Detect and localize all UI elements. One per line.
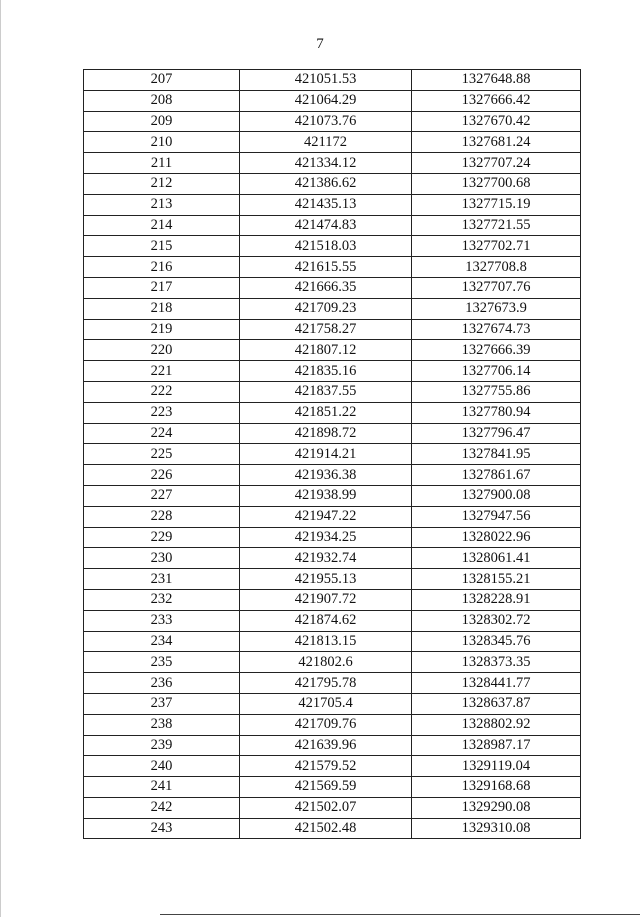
point-number-cell: 235 xyxy=(84,652,240,673)
point-number-cell: 210 xyxy=(84,132,240,153)
x-coordinate-cell: 421795.78 xyxy=(240,673,412,694)
point-number-cell: 227 xyxy=(84,485,240,506)
point-number-cell: 223 xyxy=(84,402,240,423)
table-row xyxy=(84,652,581,673)
table-row xyxy=(84,693,581,714)
table-row xyxy=(84,548,581,569)
point-number-cell: 224 xyxy=(84,423,240,444)
table-row xyxy=(84,797,581,818)
y-coordinate-cell: 1328022.96 xyxy=(412,527,581,548)
point-number-cell: 233 xyxy=(84,610,240,631)
bottom-rule xyxy=(160,914,640,915)
point-number-cell: 214 xyxy=(84,215,240,236)
y-coordinate-cell: 1327796.47 xyxy=(412,423,581,444)
table-row xyxy=(84,610,581,631)
x-coordinate-cell: 421936.38 xyxy=(240,465,412,486)
y-coordinate-cell: 1329310.08 xyxy=(412,818,581,839)
coordinates-table xyxy=(83,69,581,839)
x-coordinate-cell: 421709.23 xyxy=(240,298,412,319)
y-coordinate-cell: 1327861.67 xyxy=(412,465,581,486)
point-number-cell: 215 xyxy=(84,236,240,257)
table-row xyxy=(84,361,581,382)
table-row xyxy=(84,132,581,153)
y-coordinate-cell: 1328373.35 xyxy=(412,652,581,673)
point-number-cell: 220 xyxy=(84,340,240,361)
table-row xyxy=(84,465,581,486)
x-coordinate-cell: 421898.72 xyxy=(240,423,412,444)
x-coordinate-cell: 421934.25 xyxy=(240,527,412,548)
table-row xyxy=(84,153,581,174)
x-coordinate-cell: 421955.13 xyxy=(240,569,412,590)
y-coordinate-cell: 1327721.55 xyxy=(412,215,581,236)
x-coordinate-cell: 421758.27 xyxy=(240,319,412,340)
y-coordinate-cell: 1328345.76 xyxy=(412,631,581,652)
y-coordinate-cell: 1329119.04 xyxy=(412,756,581,777)
table-row xyxy=(84,277,581,298)
point-number-cell: 216 xyxy=(84,257,240,278)
point-number-cell: 207 xyxy=(84,70,240,91)
point-number-cell: 239 xyxy=(84,735,240,756)
x-coordinate-cell: 421064.29 xyxy=(240,90,412,111)
y-coordinate-cell: 1328155.21 xyxy=(412,569,581,590)
x-coordinate-cell: 421639.96 xyxy=(240,735,412,756)
x-coordinate-cell: 421835.16 xyxy=(240,361,412,382)
x-coordinate-cell: 421518.03 xyxy=(240,236,412,257)
y-coordinate-cell: 1327707.24 xyxy=(412,153,581,174)
y-coordinate-cell: 1327706.14 xyxy=(412,361,581,382)
table-row xyxy=(84,527,581,548)
y-coordinate-cell: 1327648.88 xyxy=(412,70,581,91)
x-coordinate-cell: 421051.53 xyxy=(240,70,412,91)
y-coordinate-cell: 1327780.94 xyxy=(412,402,581,423)
x-coordinate-cell: 421705.4 xyxy=(240,693,412,714)
table-row xyxy=(84,70,581,91)
x-coordinate-cell: 421502.07 xyxy=(240,797,412,818)
point-number-cell: 231 xyxy=(84,569,240,590)
y-coordinate-cell: 1328441.77 xyxy=(412,673,581,694)
table-row xyxy=(84,714,581,735)
table-row xyxy=(84,257,581,278)
y-coordinate-cell: 1328987.17 xyxy=(412,735,581,756)
y-coordinate-cell: 1329168.68 xyxy=(412,777,581,798)
x-coordinate-cell: 421666.35 xyxy=(240,277,412,298)
x-coordinate-cell: 421874.62 xyxy=(240,610,412,631)
x-coordinate-cell: 421435.13 xyxy=(240,194,412,215)
table-row xyxy=(84,423,581,444)
point-number-cell: 240 xyxy=(84,756,240,777)
point-number-cell: 229 xyxy=(84,527,240,548)
point-number-cell: 241 xyxy=(84,777,240,798)
x-coordinate-cell: 421569.59 xyxy=(240,777,412,798)
x-coordinate-cell: 421837.55 xyxy=(240,381,412,402)
y-coordinate-cell: 1327666.42 xyxy=(412,90,581,111)
table-row xyxy=(84,777,581,798)
point-number-cell: 228 xyxy=(84,506,240,527)
x-coordinate-cell: 421073.76 xyxy=(240,111,412,132)
x-coordinate-cell: 421907.72 xyxy=(240,589,412,610)
point-number-cell: 221 xyxy=(84,361,240,382)
point-number-cell: 237 xyxy=(84,693,240,714)
point-number-cell: 236 xyxy=(84,673,240,694)
table-row xyxy=(84,111,581,132)
x-coordinate-cell: 421334.12 xyxy=(240,153,412,174)
table-row xyxy=(84,340,581,361)
table-row xyxy=(84,485,581,506)
y-coordinate-cell: 1327947.56 xyxy=(412,506,581,527)
x-coordinate-cell: 421386.62 xyxy=(240,173,412,194)
y-coordinate-cell: 1328302.72 xyxy=(412,610,581,631)
table-row xyxy=(84,631,581,652)
y-coordinate-cell: 1327841.95 xyxy=(412,444,581,465)
point-number-cell: 243 xyxy=(84,818,240,839)
x-coordinate-cell: 421172 xyxy=(240,132,412,153)
y-coordinate-cell: 1327674.73 xyxy=(412,319,581,340)
x-coordinate-cell: 421474.83 xyxy=(240,215,412,236)
table-row xyxy=(84,818,581,839)
y-coordinate-cell: 1327670.42 xyxy=(412,111,581,132)
table-row xyxy=(84,173,581,194)
table-row xyxy=(84,673,581,694)
point-number-cell: 209 xyxy=(84,111,240,132)
point-number-cell: 234 xyxy=(84,631,240,652)
y-coordinate-cell: 1327681.24 xyxy=(412,132,581,153)
page-number: 7 xyxy=(316,36,324,52)
x-coordinate-cell: 421932.74 xyxy=(240,548,412,569)
y-coordinate-cell: 1327700.68 xyxy=(412,173,581,194)
table-row xyxy=(84,444,581,465)
x-coordinate-cell: 421502.48 xyxy=(240,818,412,839)
point-number-cell: 211 xyxy=(84,153,240,174)
table-row xyxy=(84,319,581,340)
table-row xyxy=(84,298,581,319)
table-row xyxy=(84,569,581,590)
x-coordinate-cell: 421947.22 xyxy=(240,506,412,527)
point-number-cell: 218 xyxy=(84,298,240,319)
x-coordinate-cell: 421813.15 xyxy=(240,631,412,652)
table-row xyxy=(84,735,581,756)
x-coordinate-cell: 421807.12 xyxy=(240,340,412,361)
table-row xyxy=(84,381,581,402)
y-coordinate-cell: 1328802.92 xyxy=(412,714,581,735)
y-coordinate-cell: 1327900.08 xyxy=(412,485,581,506)
table-row xyxy=(84,402,581,423)
table-row xyxy=(84,236,581,257)
table-row xyxy=(84,90,581,111)
y-coordinate-cell: 1327715.19 xyxy=(412,194,581,215)
table-row xyxy=(84,215,581,236)
y-coordinate-cell: 1327666.39 xyxy=(412,340,581,361)
x-coordinate-cell: 421851.22 xyxy=(240,402,412,423)
table-row xyxy=(84,194,581,215)
coordinates-table-body xyxy=(84,70,581,839)
point-number-cell: 230 xyxy=(84,548,240,569)
y-coordinate-cell: 1328228.91 xyxy=(412,589,581,610)
scan-edge xyxy=(0,0,1,917)
point-number-cell: 213 xyxy=(84,194,240,215)
y-coordinate-cell: 1327707.76 xyxy=(412,277,581,298)
x-coordinate-cell: 421615.55 xyxy=(240,257,412,278)
x-coordinate-cell: 421914.21 xyxy=(240,444,412,465)
point-number-cell: 238 xyxy=(84,714,240,735)
y-coordinate-cell: 1329290.08 xyxy=(412,797,581,818)
point-number-cell: 222 xyxy=(84,381,240,402)
point-number-cell: 225 xyxy=(84,444,240,465)
y-coordinate-cell: 1328061.41 xyxy=(412,548,581,569)
table-row xyxy=(84,589,581,610)
table-row xyxy=(84,756,581,777)
y-coordinate-cell: 1327673.9 xyxy=(412,298,581,319)
y-coordinate-cell: 1328637.87 xyxy=(412,693,581,714)
point-number-cell: 232 xyxy=(84,589,240,610)
point-number-cell: 219 xyxy=(84,319,240,340)
x-coordinate-cell: 421579.52 xyxy=(240,756,412,777)
x-coordinate-cell: 421709.76 xyxy=(240,714,412,735)
point-number-cell: 208 xyxy=(84,90,240,111)
point-number-cell: 226 xyxy=(84,465,240,486)
point-number-cell: 212 xyxy=(84,173,240,194)
y-coordinate-cell: 1327755.86 xyxy=(412,381,581,402)
point-number-cell: 217 xyxy=(84,277,240,298)
table-row xyxy=(84,506,581,527)
y-coordinate-cell: 1327708.8 xyxy=(412,257,581,278)
x-coordinate-cell: 421938.99 xyxy=(240,485,412,506)
y-coordinate-cell: 1327702.71 xyxy=(412,236,581,257)
x-coordinate-cell: 421802.6 xyxy=(240,652,412,673)
point-number-cell: 242 xyxy=(84,797,240,818)
